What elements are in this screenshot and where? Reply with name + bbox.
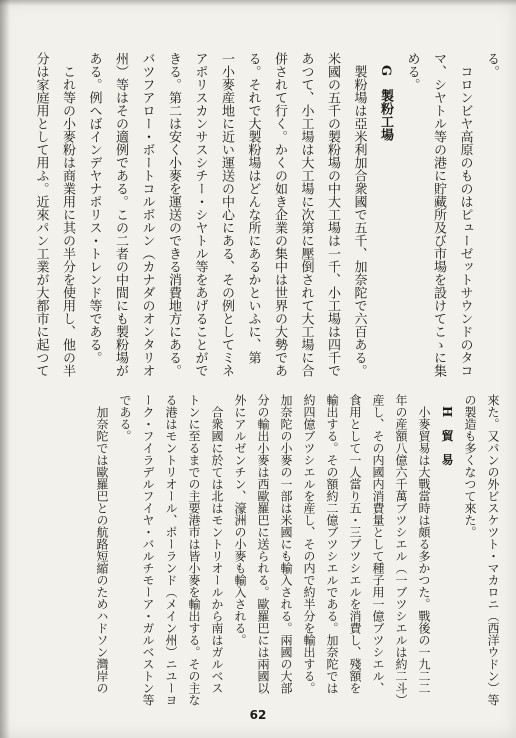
text-line: 外にアルゼンチン、濠洲の小麥も輸入される。: [233, 394, 247, 646]
text-line: 來た。又パンの外ビスケツト・マカロニ（西洋ウドン）等: [486, 394, 500, 706]
text-line: める。: [404, 52, 420, 91]
text-line: アポリスカンサスシチー・シヤトル等をあげることがで: [192, 52, 208, 377]
text-line: 産し、その内國内消費量として種子用一億ブツシエル、: [371, 394, 385, 694]
text-line: る。それで大製粉場はどんな所にあるかといふに、第: [245, 52, 261, 364]
text-line: バツフアロー・ボートコルボルン（カナダのオンタリオ: [139, 52, 155, 377]
paragraph-start-line: 製粉場は亞米利加合衆國で五千、加奈陀で六百ある。: [351, 65, 367, 377]
text-line: トンに至るまでの主要港市は皆小麥を輸出する。その主な: [187, 394, 201, 706]
text-line: る。: [484, 52, 499, 78]
text-line: あつて、小工場は大工場に次第に壓倒されて大工場に合: [298, 52, 314, 377]
text-line: 分の輸出小麥は西歐羅巴に送られる。歐羅巴には兩國以: [256, 394, 270, 694]
paragraph-start-line: 小麥貿易は大戰當時は頗る多かつた。戰後の一九二二: [417, 406, 431, 694]
text-line: 約四億ブツシエルを産し、その内で約半分を輸出する。: [302, 394, 316, 694]
page-number: 62: [249, 708, 267, 722]
scan-shadow-top: [0, 0, 516, 6]
text-line: 一小麥産地に近い運送の中心にある、その例としてミネ: [219, 52, 234, 377]
text-line: 併されて行く。かくの如き企業の集中は世界の大勢であ: [272, 52, 287, 377]
text-line: 食用として一人當り五・三ブツシエルを消費し、殘額を: [348, 394, 362, 694]
text-line: 加奈陀の小麥の一部は米國にも輸入される。兩國の大部: [279, 394, 293, 694]
text-line: 年の産額八億六千萬ブツシエル（一ブツシエルは約二斗）: [394, 394, 408, 706]
text-line: ある。例へばインデヤナポリス・トレンド等である。: [86, 52, 102, 364]
paragraph-start-line: 加奈陀では歐羅巴との航路短縮のためハドソン灣岸の: [95, 406, 109, 694]
section-heading-g: G 製粉工場: [378, 65, 393, 142]
lower-tier-text: [90, 394, 504, 708]
text-line: 分は家庭用として用ふ。近來パン工業が大都市に起つて: [33, 52, 49, 377]
paragraph-start-line: これ等の小麥粉は商業用に其の半分を使用し、他の半: [60, 65, 75, 377]
text-line: 米國の五千の製粉場の中大工場は一千、小工場は四千で: [325, 52, 340, 377]
text-line: である。: [118, 394, 132, 442]
section-heading-h: H 貿 易: [440, 406, 454, 466]
paragraph-start-line: 合衆國に於ては北はモントリオールから南はガルベス: [210, 406, 224, 694]
text-line: ーク・フイラデルフイヤ・バルチモーア・ガルベストン等: [141, 394, 155, 706]
text-line: 輸出する。その額約二億ブツシエルである。加奈陀では: [325, 394, 339, 694]
text-line: マ、シヤトル等の港に貯藏所及び市場を設けてこゝに集: [431, 52, 446, 377]
upper-tier-text: [27, 52, 504, 390]
text-line: る港はモントリオール、ポーランド（メイン州）ニユーヨ: [164, 394, 178, 706]
paragraph-start-line: コロンビヤ高原のものはピューゼットサウンドのタコ: [457, 65, 473, 377]
text-line: 州）等はその適例である。この二者の中間にも製粉場が: [113, 52, 128, 377]
text-line: の製造も多くなつて來た。: [463, 394, 477, 538]
text-line: きる。第二は安く小麥を運送のできる消費地方にある。: [166, 52, 181, 377]
scan-shadow-left: [0, 0, 10, 738]
